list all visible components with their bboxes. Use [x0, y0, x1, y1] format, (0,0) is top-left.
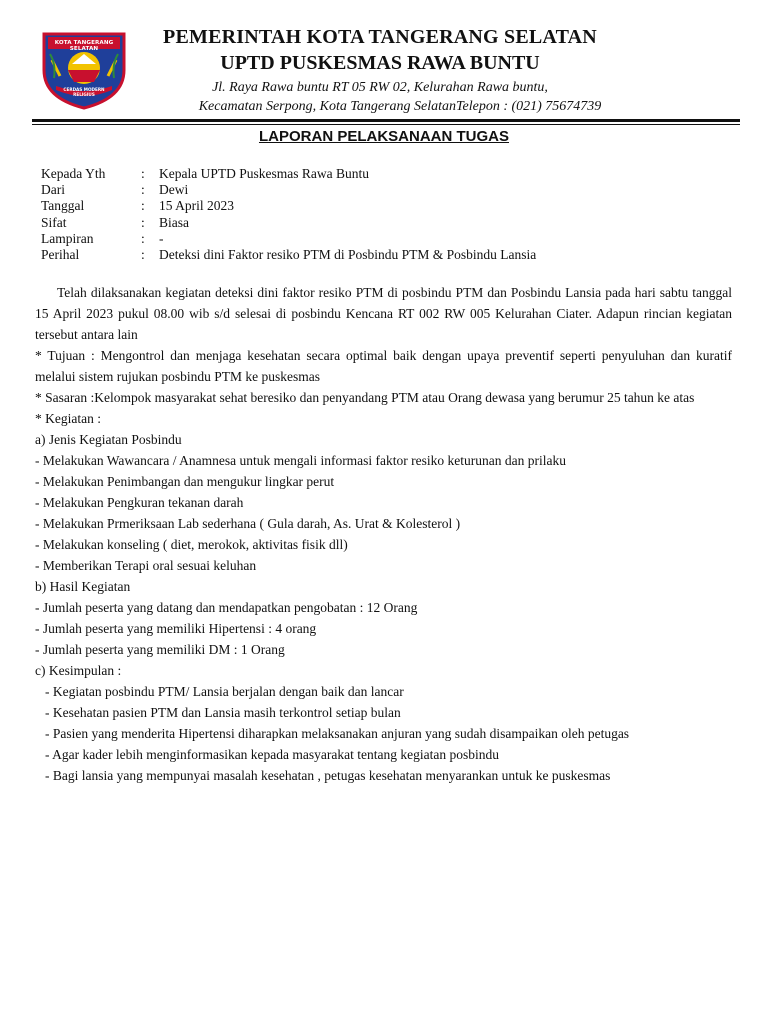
kesimpulan-heading: c) Kesimpulan : — [35, 663, 122, 678]
list-item: - Pasien yang menderita Hipertensi diharapkan melaksanakan anjuran yang sudah disampaikan oleh petugas — [45, 726, 630, 741]
logo-motto: CERDAS MODERN RELIGIUS — [63, 87, 105, 97]
unit-name: UPTD PUSKESMAS RAWA BUNTU — [220, 52, 540, 74]
address-line-2: Kecamatan Serpong, Kota Tangerang SelatanTelepon : (021) 75674739 — [198, 99, 602, 114]
hasil-heading: b) Hasil Kegiatan — [35, 579, 131, 594]
jenis-heading: a) Jenis Kegiatan Posbindu — [35, 432, 182, 447]
list-item: - Melakukan Wawancara / Anamnesa untuk mengali informasi faktor resiko keturunan dan prilaku — [35, 453, 566, 468]
list-item: - Jumlah peserta yang memiliki DM : 1 Orang — [35, 642, 285, 657]
sasaran-paragraph: * Sasaran :Kelompok masyarakat sehat beresiko dan penyandang PTM atau Orang dewasa yang berumur 25 tahun ke atas — [35, 390, 695, 405]
meta-value: Kepala UPTD Puskesmas Rawa Buntu — [159, 166, 369, 181]
meta-value: Deteksi dini Faktor resiko PTM di Posbindu PTM & Posbindu Lansia — [159, 246, 537, 262]
meta-label: Dari — [41, 182, 65, 198]
meta-value: - — [159, 230, 164, 246]
meta-label: Kepada Yth — [41, 166, 106, 181]
organization-name: PEMERINTAH KOTA TANGERANG SELATAN — [163, 26, 597, 48]
logo-text: KOTA TANGERANG SELATAN — [54, 40, 114, 52]
intro-paragraph: Telah dilaksanakan kegiatan deteksi dini faktor resiko PTM di posbindu PTM dan Posbindu Lansia pada hari sabtu tanggal 15 April 2023 pukul 08.00 wib s/d selesai di posbindu Kencana RT 002 RW 005 Kelurahan Ciater. Adapun rincian kegiatan tersebut antara lain — [35, 285, 732, 342]
report-title: LAPORAN PELAKSANAAN TUGAS — [258, 128, 509, 145]
list-item: - Jumlah peserta yang memiliki Hipertensi : 4 orang — [35, 621, 317, 636]
header-divider-thick — [32, 119, 740, 122]
meta-value: Dewi — [159, 182, 189, 198]
meta-value: 15 April 2023 — [159, 198, 235, 214]
meta-colon: : — [141, 182, 145, 198]
tujuan-paragraph: * Tujuan : Mengontrol dan menjaga kesehatan secara optimal baik dengan upaya preventif seperti penyuluhan dan kuratif melalui sistem rujukan posbindu PTM ke puskesmas — [35, 348, 732, 384]
list-item: - Kegiatan posbindu PTM/ Lansia berjalan dengan baik dan lancar — [45, 684, 404, 699]
meta-colon: : — [141, 230, 145, 246]
list-item: - Melakukan Pengkuran tekanan darah — [35, 495, 244, 510]
meta-label: Lampiran — [41, 230, 94, 246]
address-line-1: Jl. Raya Rawa buntu RT 05 RW 02, Kelurahan Rawa buntu, — [212, 80, 548, 95]
meta-colon: : — [141, 214, 145, 230]
list-item: - Bagi lansia yang mempunyai masalah kesehatan , petugas kesehatan menyarankan untuk ke puskesmas — [45, 768, 611, 783]
meta-colon: : — [141, 166, 145, 181]
list-item: - Jumlah peserta yang datang dan mendapatkan pengobatan : 12 Orang — [35, 600, 418, 615]
list-item: - Agar kader lebih menginformasikan kepada masyarakat tentang kegiatan posbindu — [45, 747, 499, 762]
list-item: - Melakukan Penimbangan dan mengukur lingkar perut — [35, 474, 335, 489]
city-emblem-logo — [36, 24, 132, 110]
list-item: - Melakukan konseling ( diet, merokok, aktivitas fisik dll) — [35, 537, 348, 552]
list-item: - Melakukan Prmeriksaan Lab sederhana ( Gula darah, As. Urat & Kolesterol ) — [35, 516, 461, 531]
meta-colon: : — [141, 198, 145, 214]
list-item: - Memberikan Terapi oral sesuai keluhan — [35, 558, 257, 573]
report-body — [35, 282, 732, 786]
meta-value: Biasa — [159, 214, 189, 230]
meta-label: Perihal — [41, 246, 80, 262]
meta-label: Tanggal — [41, 198, 85, 214]
header-divider-thin — [32, 124, 740, 125]
kegiatan-heading: * Kegiatan : — [35, 411, 101, 426]
meta-colon: : — [141, 246, 145, 262]
list-item: - Kesehatan pasien PTM dan Lansia masih terkontrol setiap bulan — [45, 705, 401, 720]
meta-label: Sifat — [41, 214, 67, 230]
